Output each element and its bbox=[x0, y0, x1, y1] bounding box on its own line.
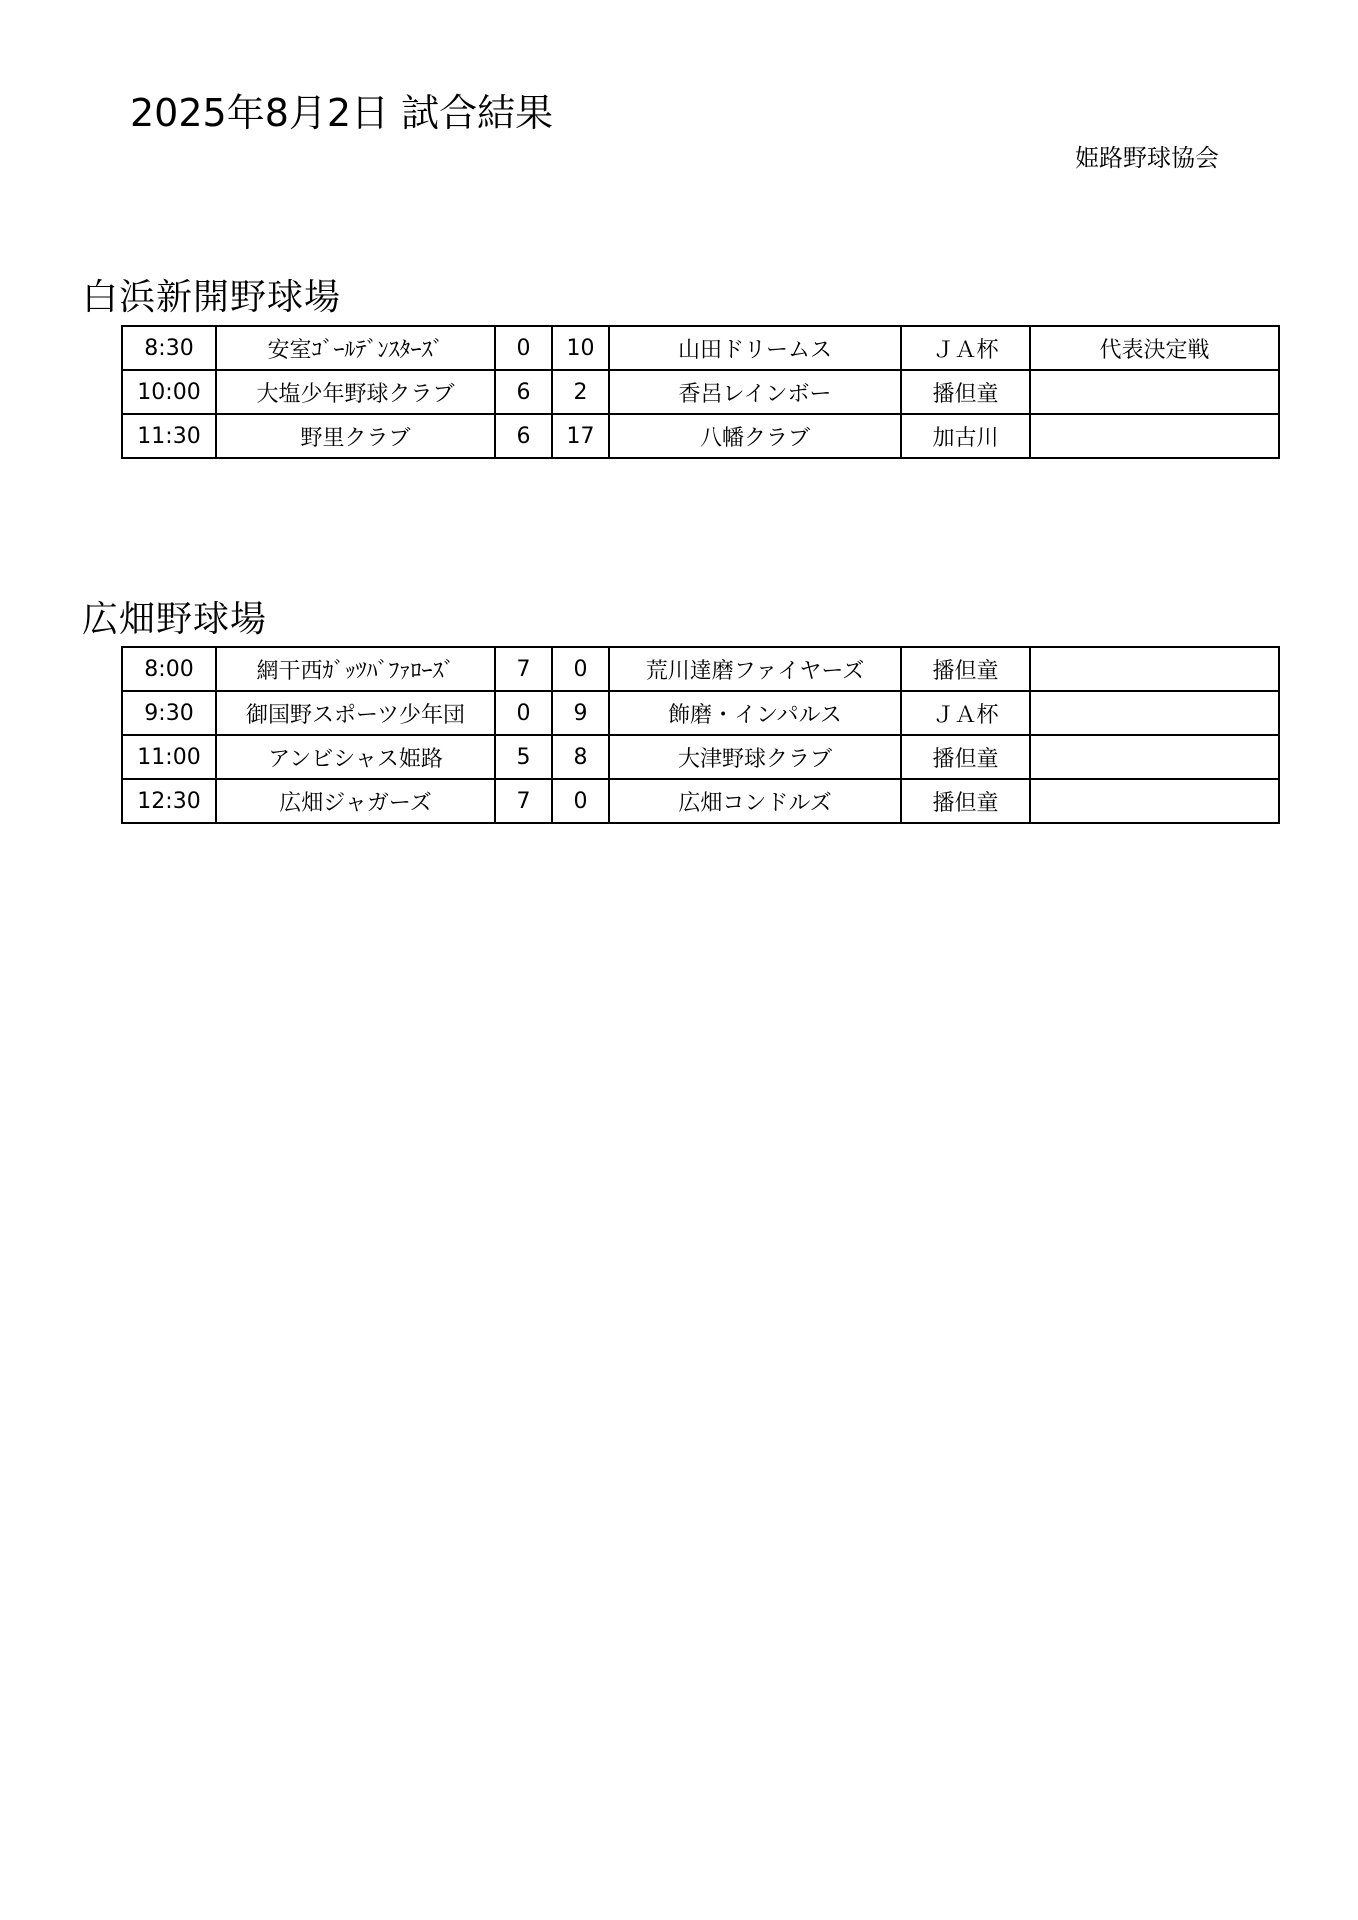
home-score: 5 bbox=[495, 735, 552, 779]
table-row bbox=[122, 370, 1279, 414]
results-table-shirahama bbox=[121, 325, 1280, 459]
tournament: 播但童 bbox=[901, 735, 1030, 779]
game-time: 12:30 bbox=[122, 779, 216, 823]
home-team: 大塩少年野球クラブ bbox=[216, 370, 495, 414]
table-row bbox=[122, 691, 1279, 735]
away-team: 荒川達磨ファイヤーズ bbox=[609, 647, 901, 691]
tournament: 播但童 bbox=[901, 370, 1030, 414]
game-time: 11:30 bbox=[122, 414, 216, 458]
home-team: 御国野スポーツ少年団 bbox=[216, 691, 495, 735]
away-score: 2 bbox=[552, 370, 609, 414]
game-note: 代表決定戦 bbox=[1030, 326, 1279, 370]
tournament: ＪＡ杯 bbox=[901, 691, 1030, 735]
venue-title-hirohata: 広畑野球場 bbox=[82, 599, 268, 640]
away-team: 大津野球クラブ bbox=[609, 735, 901, 779]
game-note bbox=[1030, 779, 1279, 823]
away-score: 9 bbox=[552, 691, 609, 735]
away-team: 八幡クラブ bbox=[609, 414, 901, 458]
results-table-hirohata bbox=[121, 646, 1280, 824]
game-note bbox=[1030, 414, 1279, 458]
home-team: 網干西ｶﾞｯﾂﾊﾞﾌｧﾛｰｽﾞ bbox=[216, 647, 495, 691]
game-time: 8:30 bbox=[122, 326, 216, 370]
tournament: 播但童 bbox=[901, 779, 1030, 823]
table-row bbox=[122, 779, 1279, 823]
table-row bbox=[122, 414, 1279, 458]
away-score: 8 bbox=[552, 735, 609, 779]
organizer-name: 姫路野球協会 bbox=[1075, 144, 1219, 172]
table-row bbox=[122, 735, 1279, 779]
away-score: 0 bbox=[552, 647, 609, 691]
game-note bbox=[1030, 691, 1279, 735]
home-team: 広畑ジャガーズ bbox=[216, 779, 495, 823]
away-score: 17 bbox=[552, 414, 609, 458]
home-score: 6 bbox=[495, 414, 552, 458]
home-score: 0 bbox=[495, 326, 552, 370]
away-team: 山田ドリームス bbox=[609, 326, 901, 370]
tournament: ＪＡ杯 bbox=[901, 326, 1030, 370]
home-score: 7 bbox=[495, 647, 552, 691]
game-note bbox=[1030, 370, 1279, 414]
home-team: アンビシャス姫路 bbox=[216, 735, 495, 779]
tournament: 加古川 bbox=[901, 414, 1030, 458]
game-time: 8:00 bbox=[122, 647, 216, 691]
game-note bbox=[1030, 647, 1279, 691]
home-score: 7 bbox=[495, 779, 552, 823]
home-score: 6 bbox=[495, 370, 552, 414]
game-time: 9:30 bbox=[122, 691, 216, 735]
home-score: 0 bbox=[495, 691, 552, 735]
table-row bbox=[122, 326, 1279, 370]
venue-title-shirahama: 白浜新開野球場 bbox=[82, 277, 342, 318]
away-team: 広畑コンドルズ bbox=[609, 779, 901, 823]
home-team: 安室ｺﾞｰﾙﾃﾞﾝｽﾀｰｽﾞ bbox=[216, 326, 495, 370]
away-team: 香呂レインボー bbox=[609, 370, 901, 414]
table-row bbox=[122, 647, 1279, 691]
home-team: 野里クラブ bbox=[216, 414, 495, 458]
away-score: 10 bbox=[552, 326, 609, 370]
tournament: 播但童 bbox=[901, 647, 1030, 691]
away-score: 0 bbox=[552, 779, 609, 823]
game-time: 10:00 bbox=[122, 370, 216, 414]
away-team: 飾磨・インパルス bbox=[609, 691, 901, 735]
game-time: 11:00 bbox=[122, 735, 216, 779]
page-title: 2025年8月2日 試合結果 bbox=[130, 91, 554, 135]
game-note bbox=[1030, 735, 1279, 779]
